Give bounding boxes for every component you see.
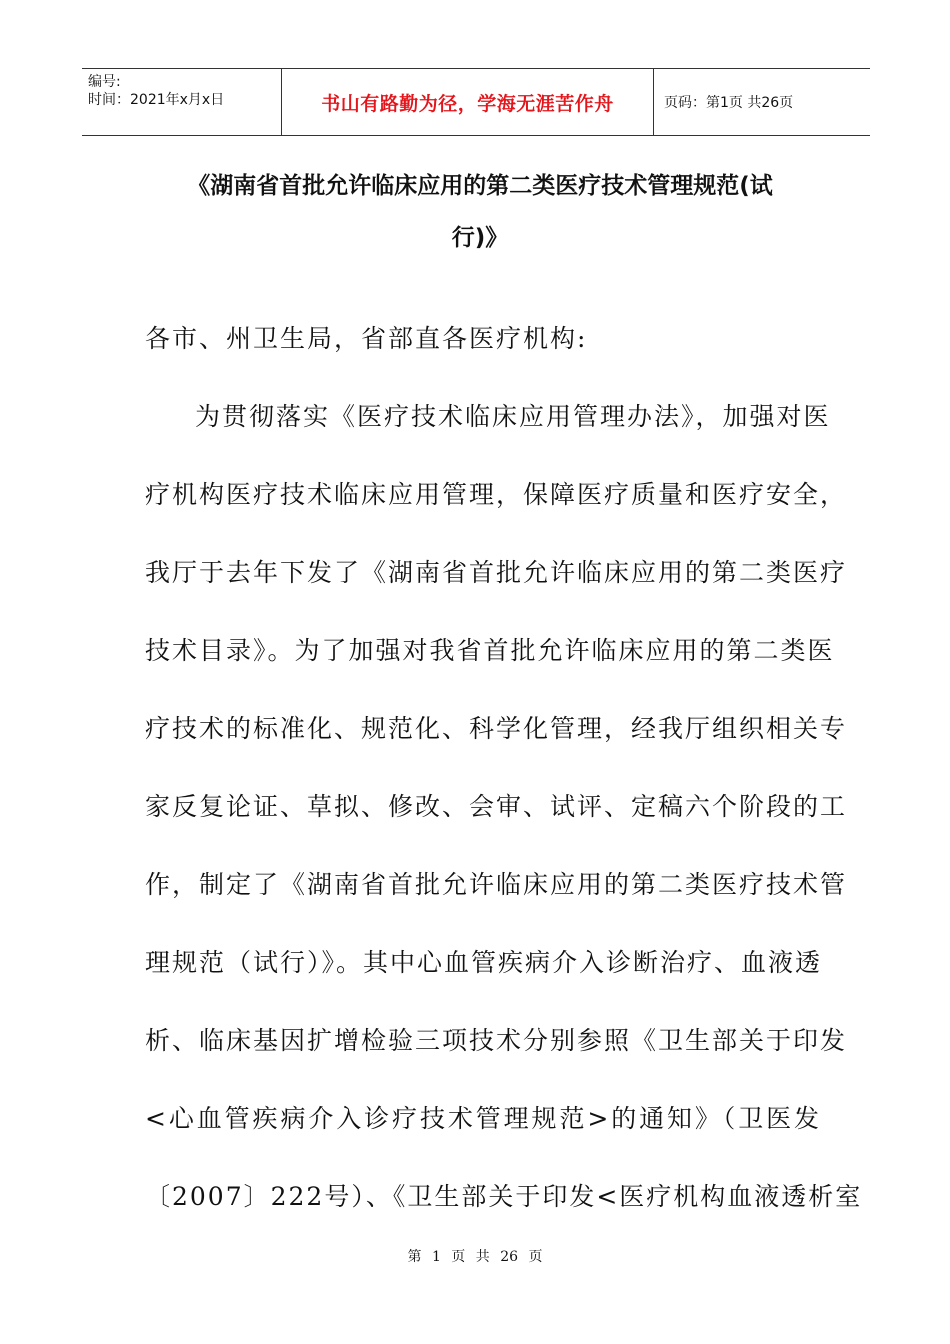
- title-line-2: 行)》: [451, 225, 509, 251]
- body-line: 析、临床基因扩增检验三项技术分别参照《卫生部关于印发: [145, 1026, 848, 1055]
- header-meta: [82, 69, 282, 135]
- header-motto: 书山有路勤为径，学海无涯苦作舟: [282, 69, 654, 135]
- body-line: 为贯彻落实《医疗技术临床应用管理办法》，加强对医: [195, 402, 831, 431]
- salutation-line: 各市、州卫生局，省部直各医疗机构:: [145, 324, 588, 353]
- body-line: <心血管疾病介入诊疗技术管理规范>的通知》（卫医发: [145, 1104, 821, 1133]
- body-line: 〔2007〕222号）、《卫生部关于印发<医疗机构血液透析室: [145, 1182, 863, 1211]
- body-line: 我厅于去年下发了《湖南省首批允许临床应用的第二类医疗: [145, 558, 848, 587]
- header-page-info: 页码：第1页 共26页: [664, 95, 794, 111]
- body-line: 理规范（试行）》。其中心血管疾病介入诊断治疗、血液透: [145, 948, 823, 977]
- document-title: [150, 160, 810, 264]
- body-line: 疗机构医疗技术临床应用管理，保障医疗质量和医疗安全，: [145, 480, 848, 509]
- document-number-label: 编号:: [88, 74, 121, 90]
- body-line: 作，制定了《湖南省首批允许临床应用的第二类医疗技术管: [145, 870, 848, 899]
- title-line-1: 《湖南省首批允许临床应用的第二类医疗技术管理规范(试: [187, 173, 773, 199]
- document-time-label: 时间：2021年x月x日: [88, 92, 225, 108]
- document-body: [145, 300, 863, 1236]
- page-footer: 第 1 页 共 26 页: [407, 1249, 543, 1265]
- body-line: 技术目录》。为了加强对我省首批允许临床应用的第二类医: [145, 636, 835, 665]
- body-line: 家反复论证、草拟、修改、会审、试评、定稿六个阶段的工: [145, 792, 848, 821]
- body-line: 疗技术的标准化、规范化、科学化管理，经我厅组织相关专: [145, 714, 848, 743]
- page-header: [82, 68, 870, 136]
